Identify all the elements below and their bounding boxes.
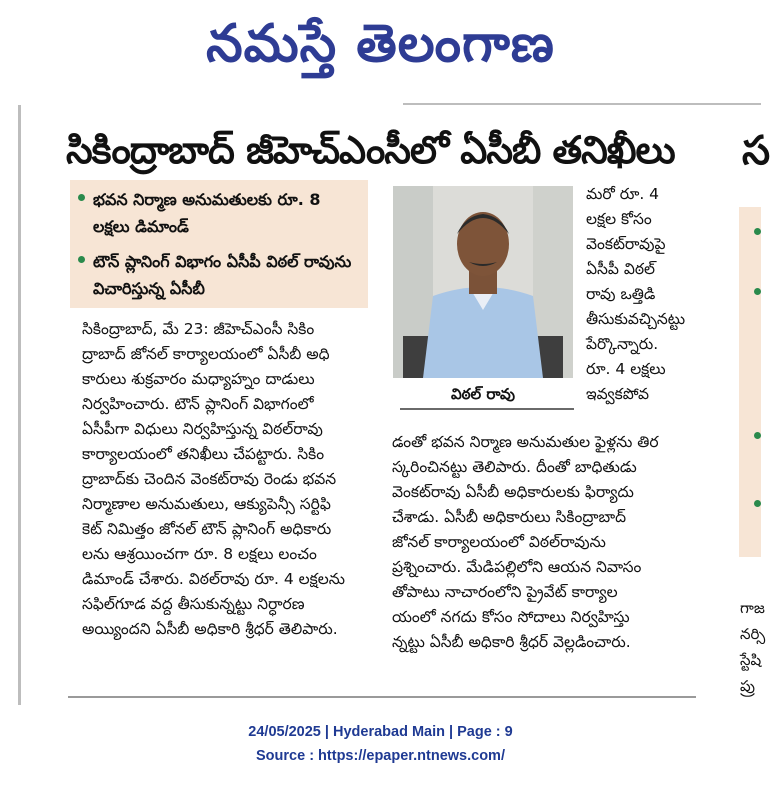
- text-line: కారులు శుక్రవారం మధ్యాహ్నం దాడులు: [82, 370, 315, 388]
- footer-source-line[interactable]: Source : https://epaper.ntnews.com/: [256, 748, 505, 764]
- text-line: సఫిల్‌గూడ వద్ద తీసుకున్నట్టు నిర్ధారణ: [82, 595, 305, 613]
- text-line: చేశాడు. ఏసీబీ అధికారులు సికింద్రాబాద్: [392, 508, 627, 526]
- bullet-icon: [754, 228, 761, 235]
- text-line: అయ్యిందని ఏసీబీ అధికారి శ్రీధర్ తెలిపారు.: [82, 620, 338, 638]
- text-line: యంలో నగదు కోసం సోదాలు నిర్వహిస్తు: [392, 608, 630, 626]
- footer-date-line: 24/05/2025 | Hyderabad Main | Page : 9: [248, 724, 513, 740]
- text-line: డంతో భవన నిర్మాణ అనుమతుల ఫైళ్లను తిర: [392, 433, 659, 451]
- bullet-icon: [754, 500, 761, 507]
- text-line: పేర్కొన్నారు.: [586, 335, 659, 353]
- text-line: తీసుకువచ్చినట్టు: [586, 310, 686, 328]
- text-line: డిమాండ్ చేశారు. విఠల్‌రావు రూ. 4 లక్షలను: [82, 570, 345, 588]
- highlight-item: [78, 186, 362, 240]
- text-line: ప్రశ్నించారు. మేడిపల్లిలోని ఆయన నివాసం: [392, 558, 642, 576]
- article-body-right-bottom: [392, 430, 698, 655]
- article-body-left: [82, 317, 370, 642]
- highlight-text: భవన నిర్మాణ అనుమతులకు రూ. 8 లక్షలు డిమాండ్: [93, 190, 321, 236]
- adjacent-text-fragment: నర్సి: [740, 625, 766, 643]
- text-line: జోనల్ కార్యాలయంలో విఠల్‌రావును: [392, 533, 606, 551]
- bullet-icon: [78, 194, 85, 201]
- highlight-text: టౌన్ ప్లానింగ్ విభాగం ఏసీపీ విఠల్ రావును విచారిస్తున్న ఏసీబీ: [93, 252, 352, 298]
- text-line: ద్రాబాద్ జోనల్ కార్యాలయంలో ఏసీబీ అధి: [82, 345, 330, 363]
- article-body-right-top: [586, 182, 696, 407]
- adjacent-text-fragment: గాజ: [740, 599, 765, 617]
- adjacent-text-fragment: ప్రు: [740, 677, 755, 695]
- adjacent-article-edge: [718, 0, 770, 788]
- text-line: వెంకట్‌రావు ఏసీబీ అధికారులకు ఫిర్యాదు: [392, 483, 634, 501]
- text-line: లను ఆశ్రయించగా రూ. 8 లక్షలు లంచం: [82, 545, 317, 563]
- text-line: స్కరించినట్టు తెలిపారు. దీంతో బాధితుడు: [392, 458, 637, 476]
- left-divider: [18, 105, 21, 705]
- masthead-logo: నమస్తే తెలంగాణ: [206, 14, 555, 74]
- text-line: కార్యాలయంలో తనిఖీలు చేపట్టారు. సికిం: [82, 445, 325, 463]
- person-photo: [393, 186, 573, 378]
- text-line: రావు ఒత్తిడి: [586, 285, 656, 303]
- text-line: ద్రాబాద్‌కు చెందిన వెంకట్‌రావు రెండు భవన: [82, 470, 337, 488]
- bullet-icon: [78, 256, 85, 263]
- text-line: ఇవ్వకపోవ: [586, 385, 650, 403]
- text-line: మరో రూ. 4: [586, 185, 660, 203]
- text-line: రూ. 4 లక్షలు: [586, 360, 666, 378]
- text-line: న్నట్టు ఏసీబీ అధికారి శ్రీధర్ వెల్లడించారు.: [392, 633, 631, 651]
- text-line: సికింద్రాబాద్, మే 23: జీహెచ్ఎంసీ సికిం: [82, 320, 315, 338]
- caption-divider: [400, 408, 574, 410]
- text-line: లక్షల కోసం: [586, 210, 652, 228]
- text-line: కెట్ నిమిత్తం జోనల్ టౌన్ ప్లానింగ్ అధికారు: [82, 520, 332, 538]
- bullet-icon: [754, 432, 761, 439]
- bullet-icon: [754, 288, 761, 295]
- text-line: ఏసీపీ విఠల్: [586, 260, 656, 278]
- highlights-box: [70, 180, 368, 308]
- text-line: నిర్వహించారు. టౌన్ ప్లానింగ్ విభాగంలో: [82, 395, 314, 413]
- highlight-item: [78, 248, 362, 302]
- adjacent-headline-fragment: స: [742, 128, 770, 174]
- adjacent-text-fragment: స్టేషి: [740, 651, 762, 669]
- text-line: ఏసీపీగా విధులు నిర్వహిస్తున్న విఠల్‌రావు: [82, 420, 323, 438]
- text-line: నిర్మాణాల అనుమతులు, ఆక్యుపెన్సీ సర్టిఫి: [82, 495, 331, 513]
- top-divider: [403, 103, 761, 105]
- bottom-divider: [68, 696, 696, 698]
- photo-caption: విఠల్ రావు: [451, 385, 515, 403]
- text-line: తోపాటు నాచారంలోని ప్రైవేట్ కార్యాల: [392, 583, 618, 601]
- article-headline: సికింద్రాబాద్ జీహెచ్ఎంసీలో ఏసీబీ తనిఖీలు: [66, 128, 675, 172]
- text-line: వెంకట్‌రావుపై: [586, 235, 666, 253]
